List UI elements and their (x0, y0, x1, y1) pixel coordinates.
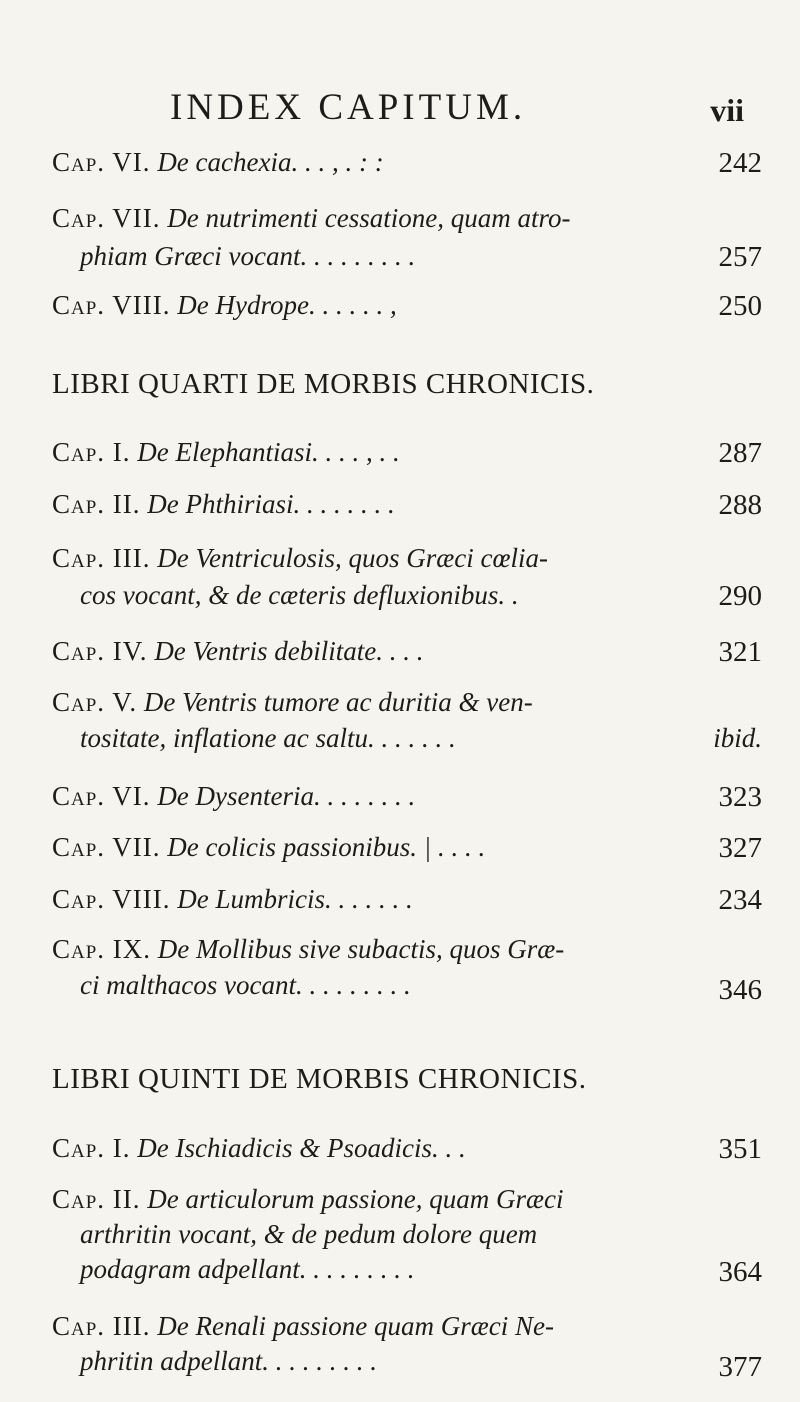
chapter-title: De Lumbricis. . . . . . . (177, 884, 413, 914)
running-head (0, 86, 800, 136)
page-reference: 364 (718, 1256, 762, 1288)
chapter-title: De Elephantiasi. . . . , . . (137, 437, 400, 467)
chapter-number: Cap. I. (52, 1133, 131, 1163)
chapter-title: De articulorum passione, quam Græci (147, 1184, 564, 1214)
chapter-number: Cap. V. (52, 687, 138, 717)
index-entry (52, 1311, 762, 1391)
chapter-number: Cap. IX. (52, 934, 152, 964)
index-entry (52, 934, 762, 1018)
index-entry (52, 687, 762, 767)
page-reference: 290 (718, 580, 762, 612)
chapter-title: De Ventriculosis, quos Græci cœlia- (157, 543, 549, 573)
page-reference: 346 (718, 974, 762, 1006)
page-reference: ibid. (713, 723, 762, 753)
chapter-title-continued: tositate, inflatione ac saltu. . . . . . . (80, 723, 456, 753)
index-entry (52, 203, 762, 283)
index-entry (52, 781, 762, 821)
chapter-title: De Mollibus sive subactis, quos Græ- (157, 934, 565, 964)
chapter-number: Cap. VIII. (52, 290, 171, 320)
page-reference: 257 (718, 241, 762, 273)
chapter-number: Cap. II. (52, 489, 141, 519)
chapter-title: De Hydrope. . . . . . , (177, 290, 397, 320)
index-entry (52, 147, 762, 187)
chapter-number: Cap. VII. (52, 832, 161, 862)
index-entry (52, 832, 762, 872)
page-reference: 321 (718, 636, 762, 668)
page-reference: 287 (718, 437, 762, 469)
chapter-title: De Dysenteria. . . . . . . . (157, 781, 416, 811)
chapter-number: Cap. II. (52, 1184, 141, 1214)
index-entry (52, 636, 762, 676)
chapter-number: Cap. VIII. (52, 884, 171, 914)
chapter-number: Cap. VII. (52, 203, 161, 233)
page-reference: 242 (718, 147, 762, 179)
chapter-title-continued: arthritin vocant, & de pedum dolore quem (80, 1219, 538, 1249)
chapter-title-continued: ci malthacos vocant. . . . . . . . . (80, 970, 411, 1000)
chapter-title-continued: phritin adpellant. . . . . . . . . (80, 1346, 377, 1376)
chapter-title: De nutrimenti cessatione, quam atro- (167, 203, 571, 233)
chapter-title: De Renali passione quam Græci Ne- (157, 1311, 554, 1341)
section-heading-book-4: LIBRI QUARTI DE MORBIS CHRONICIS. (52, 368, 595, 400)
chapter-number: Cap. VI. (52, 781, 151, 811)
chapter-title-continued: phiam Græci vocant. . . . . . . . . (80, 241, 416, 271)
page-reference: 234 (718, 884, 762, 916)
page-reference: 288 (718, 489, 762, 521)
chapter-number: Cap. I. (52, 437, 131, 467)
chapter-title: De cachexia. . . , . : : (157, 147, 384, 177)
chapter-number: Cap. III. (52, 543, 151, 573)
chapter-number: Cap. VI. (52, 147, 151, 177)
page-reference: 327 (718, 832, 762, 864)
chapter-title: De Ventris debilitate. . . . (154, 636, 424, 666)
chapter-number: Cap. III. (52, 1311, 151, 1341)
section-heading-book-5: LIBRI QUINTI DE MORBIS CHRONICIS. (52, 1063, 587, 1095)
chapter-title-continued: cos vocant, & de cæteris defluxionibus. . (80, 580, 519, 610)
chapter-title: De Phthiriasi. . . . . . . . (147, 489, 395, 519)
chapter-title: De Ischiadicis & Psoadicis. . . (137, 1133, 466, 1163)
page-reference: 351 (718, 1133, 762, 1165)
chapter-title: De colicis passionibus. | . . . . (167, 832, 486, 862)
index-entry (52, 489, 762, 529)
index-entry (52, 1133, 762, 1173)
index-entry (52, 290, 762, 330)
page-reference: 377 (718, 1351, 762, 1383)
index-entry (52, 884, 762, 924)
page-reference: 323 (718, 781, 762, 813)
chapter-number: Cap. IV. (52, 636, 148, 666)
chapter-title-continued: podagram adpellant. . . . . . . . . (80, 1254, 415, 1284)
folio-number: vii (710, 92, 744, 128)
index-entry (52, 543, 762, 623)
chapter-title: De Ventris tumore ac duritia & ven- (143, 687, 533, 717)
page-reference: 250 (718, 290, 762, 322)
index-entry (52, 437, 762, 477)
index-entry (52, 1184, 762, 1304)
page-title: INDEX CAPITUM. (170, 87, 527, 128)
